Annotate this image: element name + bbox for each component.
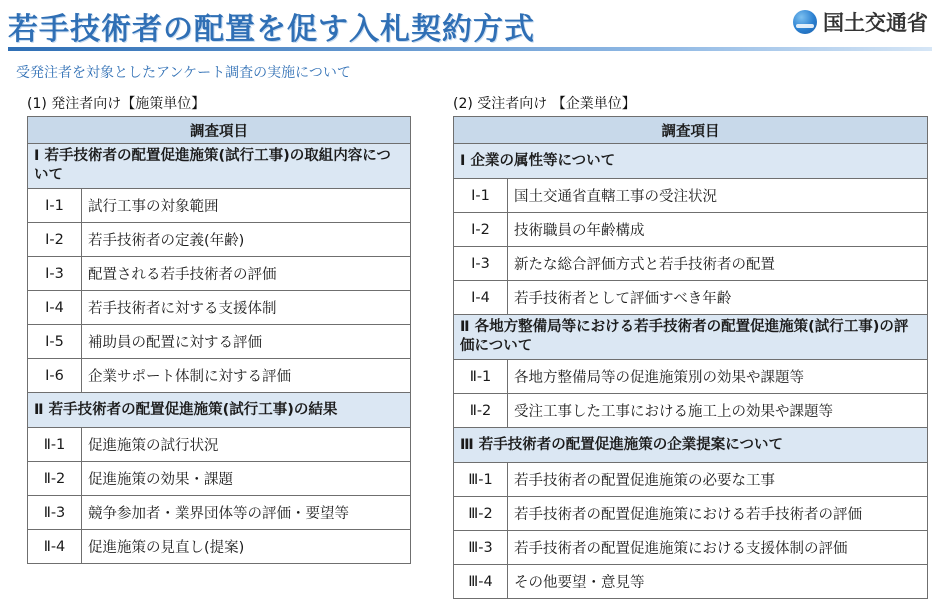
- item-code: Ⅱ-1: [454, 360, 508, 394]
- page-title: 若手技術者の配置を促す入札契約方式: [8, 12, 535, 47]
- item-text: 受注工事した工事における施工上の効果や課題等: [508, 394, 928, 428]
- table-row: [28, 428, 411, 462]
- item-text: 若手技術者の定義(年齢): [82, 223, 411, 257]
- column-header: 調査項目: [28, 117, 411, 144]
- item-text: 企業サポート体制に対する評価: [82, 359, 411, 393]
- orderer-survey-table: [27, 116, 411, 564]
- item-text: 若手技術者として評価すべき年齢: [508, 281, 928, 315]
- left-heading: (1) 発注者向け【施策単位】: [27, 96, 206, 112]
- item-code: Ⅱ-4: [28, 530, 82, 564]
- item-code: Ⅰ-5: [28, 325, 82, 359]
- item-code: Ⅱ-1: [28, 428, 82, 462]
- table-row: [28, 189, 411, 223]
- item-text: 国土交通省直轄工事の受注状況: [508, 179, 928, 213]
- item-code: Ⅲ-4: [454, 565, 508, 599]
- item-text: 促進施策の見直し(提案): [82, 530, 411, 564]
- section-row: Ⅱ 若手技術者の配置促進施策(試行工事)の結果: [28, 393, 411, 428]
- item-text: 競争参加者・業界団体等の評価・要望等: [82, 496, 411, 530]
- item-code: Ⅲ-1: [454, 463, 508, 497]
- item-code: Ⅰ-4: [28, 291, 82, 325]
- section-row: Ⅲ 若手技術者の配置促進施策の企業提案について: [454, 428, 928, 463]
- table-row: [454, 497, 928, 531]
- item-text: 技術職員の年齢構成: [508, 213, 928, 247]
- page-subtitle: 受発注者を対象としたアンケート調査の実施について: [16, 65, 351, 81]
- contractor-survey-table: [453, 116, 928, 599]
- item-text: 若手技術者に対する支援体制: [82, 291, 411, 325]
- item-text: 新たな総合評価方式と若手技術者の配置: [508, 247, 928, 281]
- item-text: 若手技術者の配置促進施策における若手技術者の評価: [508, 497, 928, 531]
- table-row: [28, 223, 411, 257]
- item-code: Ⅱ-2: [28, 462, 82, 496]
- item-code: Ⅰ-2: [454, 213, 508, 247]
- table-row: [28, 291, 411, 325]
- item-code: Ⅰ-3: [28, 257, 82, 291]
- table-row: [454, 247, 928, 281]
- table-row: [28, 530, 411, 564]
- logo-text: 国土交通省: [823, 11, 928, 35]
- table-row: [454, 213, 928, 247]
- column-header: 調査項目: [454, 117, 928, 144]
- item-text: 若手技術者の配置促進施策における支援体制の評価: [508, 531, 928, 565]
- table-row: [454, 531, 928, 565]
- table-row: [28, 257, 411, 291]
- item-text: 配置される若手技術者の評価: [82, 257, 411, 291]
- item-code: Ⅰ-1: [454, 179, 508, 213]
- title-underline: [8, 47, 932, 51]
- table-row: [28, 325, 411, 359]
- table-row: [28, 359, 411, 393]
- table-row: [454, 394, 928, 428]
- item-code: Ⅰ-6: [28, 359, 82, 393]
- section-row: Ⅱ 各地方整備局等における若手技術者の配置促進施策(試行工事)の評価について: [454, 315, 928, 360]
- section-row: Ⅰ 若手技術者の配置促進施策(試行工事)の取組内容について: [28, 144, 411, 189]
- item-code: Ⅰ-2: [28, 223, 82, 257]
- item-code: Ⅰ-4: [454, 281, 508, 315]
- table-row: [454, 281, 928, 315]
- item-code: Ⅱ-2: [454, 394, 508, 428]
- table-row: [454, 179, 928, 213]
- table-row: [454, 360, 928, 394]
- item-code: Ⅰ-1: [28, 189, 82, 223]
- item-text: 若手技術者の配置促進施策の必要な工事: [508, 463, 928, 497]
- item-text: 促進施策の試行状況: [82, 428, 411, 462]
- table-row: [454, 463, 928, 497]
- item-code: Ⅱ-3: [28, 496, 82, 530]
- item-text: 補助員の配置に対する評価: [82, 325, 411, 359]
- item-text: 各地方整備局等の促進施策別の効果や課題等: [508, 360, 928, 394]
- item-text: 試行工事の対象範囲: [82, 189, 411, 223]
- ministry-logo: [793, 7, 928, 37]
- section-row: Ⅰ 企業の属性等について: [454, 144, 928, 179]
- item-code: Ⅰ-3: [454, 247, 508, 281]
- table-row: [28, 496, 411, 530]
- item-code: Ⅲ-2: [454, 497, 508, 531]
- item-text: 促進施策の効果・課題: [82, 462, 411, 496]
- right-heading: (2) 受注者向け 【企業単位】: [453, 96, 636, 112]
- item-code: Ⅲ-3: [454, 531, 508, 565]
- table-row: [28, 462, 411, 496]
- item-text: その他要望・意見等: [508, 565, 928, 599]
- table-row: [454, 565, 928, 599]
- ministry-emblem-icon: [793, 10, 817, 34]
